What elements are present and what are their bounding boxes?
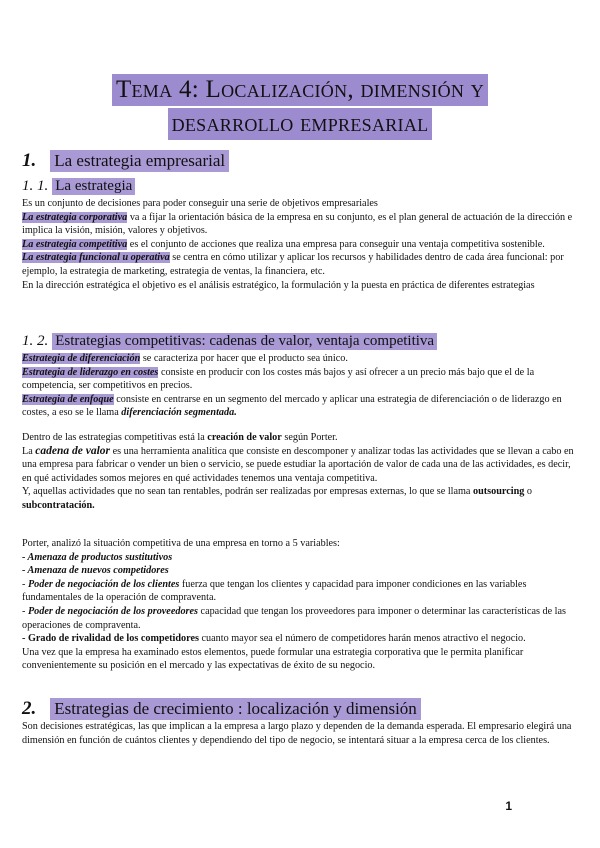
- text: según Porter.: [281, 432, 338, 443]
- section-2-body: [22, 720, 578, 747]
- emphasis: subcontratación.: [22, 499, 95, 511]
- page-number: 1: [505, 799, 512, 813]
- term: Estrategia de enfoque: [22, 393, 114, 405]
- section-number: 2.: [22, 698, 37, 719]
- subsection-1-2-body-a: [22, 352, 578, 420]
- list-item: [22, 578, 578, 605]
- term: Estrategia de liderazgo en costes: [22, 366, 159, 378]
- paragraph: [22, 366, 578, 393]
- emphasis: Poder de negociación de los clientes: [27, 578, 180, 590]
- paragraph: [22, 431, 578, 445]
- emphasis: creación de valor: [207, 432, 282, 443]
- text: Y, aquellas actividades que no sean tan rentables, podrán ser realizadas por empresas externas, lo que se llama: [22, 486, 474, 498]
- list-item: - Amenaza de productos sustitutivos: [22, 551, 173, 563]
- term-definition: va a fijar la orientación básica de la empresa en su conjunto, es el plan general de actuación de la dirección e implica la visión, misión, valores y objetivos.: [22, 211, 573, 237]
- title-line-2: [0, 108, 600, 140]
- paragraph: [22, 393, 578, 420]
- subsection-title: Estrategias competitivas: cadenas de valor, ventaja competitiva: [52, 333, 437, 350]
- text: cuanto mayor sea el número de competidores harán menos atractivo el negocio.: [198, 633, 526, 645]
- paragraph: Son decisiones estratégicas, las que implican a la empresa a largo plazo y dependen de la demanda esperada. El empresario elegirá una dimensión en función de cuántos clientes y dependiendo del tipo de negocio, se intentará situar a la empresa cerca de los clientes.: [22, 721, 572, 746]
- paragraph: Es un conjunto de decisiones para poder conseguir una serie de objetivos empresariales: [22, 198, 378, 209]
- emphasis: cadena de valor: [35, 444, 111, 457]
- subsection-number: 1. 1.: [22, 178, 49, 194]
- text: La: [22, 445, 36, 457]
- subsection-1-2-heading: [22, 333, 437, 350]
- term: La estrategia competitiva: [22, 238, 128, 250]
- text: -: [22, 605, 28, 617]
- term-definition: consiste en producir con los costes más bajos y así ofrecer a un precio más bajo que el de la competencia, ser competitivos en precios.: [22, 366, 535, 392]
- text: Dentro de las estrategias competitivas está la: [22, 432, 208, 443]
- paragraph: Una vez que la empresa ha examinado estos elementos, puede formular una estrategia corporativa que le permita planificar convenientemente su posición en el mercado y las expectativas de éxito de su negocio.: [22, 646, 524, 672]
- emphasis: Poder de negociación de los proveedores: [27, 605, 198, 617]
- emphasis: outsourcing: [473, 486, 525, 498]
- text: -: [22, 578, 28, 590]
- paragraph: [22, 211, 578, 238]
- paragraph: [22, 445, 578, 486]
- paragraph: Porter, analizó la situación competitiva de una empresa en torno a 5 variables:: [22, 538, 340, 549]
- term-definition: consiste en centrarse en un segmento del mercado y aplicar una estrategia de diferenciación o de liderazgo en costes, a eso se le llama: [22, 393, 562, 419]
- section-title: Estrategias de crecimiento : localización y dimensión: [50, 698, 421, 720]
- text: o: [524, 486, 532, 498]
- list-item: - Amenaza de nuevos competidores: [22, 565, 169, 577]
- term: La estrategia funcional u operativa: [22, 252, 170, 264]
- subsection-1-1-body: [22, 197, 578, 292]
- subsection-title: La estrategia: [52, 178, 135, 195]
- section-number: 1.: [22, 150, 37, 171]
- section-title: La estrategia empresarial: [50, 150, 229, 172]
- paragraph: [22, 352, 578, 366]
- title-line-1: [0, 74, 600, 106]
- text: fuerza que tengan los clientes y capacidad para imponer condiciones en las variables fundamentales de la operación de compraventa.: [22, 578, 527, 604]
- subsection-number: 1. 2.: [22, 333, 49, 349]
- subsection-1-1-heading: [22, 178, 135, 195]
- text: capacidad que tengan los proveedores para imponer o determinar las características de las operaciones de compraventa.: [22, 605, 566, 631]
- paragraph: En la dirección estratégica el objetivo es el análisis estratégico, la formulación y la puesta en práctica de diferentes estrategias: [22, 279, 535, 291]
- emphasis: diferenciación segmentada.: [121, 407, 237, 419]
- term: Estrategia de diferenciación: [22, 353, 141, 364]
- emphasis: - Grado de rivalidad de los competidores: [22, 633, 199, 645]
- term-definition: se caracteriza por hacer que el producto sea único.: [140, 353, 348, 364]
- paragraph: [22, 485, 578, 512]
- porter-variables: [22, 537, 578, 673]
- page-title-cont: desarrollo empresarial: [168, 108, 433, 140]
- paragraph: [22, 238, 578, 252]
- paragraph: [22, 251, 578, 278]
- text: es una herramienta analítica que consiste en descomponer y analizar todas las actividades que se llevan a cabo en una empresa para fabricar o vender un bien o servicio, se puede estudiar la aportación de valor de cada una de las actividades, es decir, en qué actividades somos mejores en qué actividades tenemos una ventaja competitiva.: [22, 445, 574, 484]
- section-2-heading: [22, 698, 421, 720]
- page-title: Tema 4: Localización, dimensión y: [112, 74, 488, 106]
- term-definition: es el conjunto de acciones que realiza una empresa para conseguir una ventaja competitiva sostenible.: [127, 238, 545, 250]
- subsection-1-2-body-b: [22, 431, 578, 513]
- section-1-heading: [22, 150, 229, 172]
- term: La estrategia corporativa: [22, 211, 128, 223]
- list-item: [22, 605, 578, 632]
- list-item: [22, 632, 578, 646]
- term-definition: se centra en cómo utilizar y aplicar los recursos y habilidades dentro de cada área funcional: por ejemplo, la estrategia de marketing, estrategia de ventas, la financiera, etc.: [22, 252, 564, 277]
